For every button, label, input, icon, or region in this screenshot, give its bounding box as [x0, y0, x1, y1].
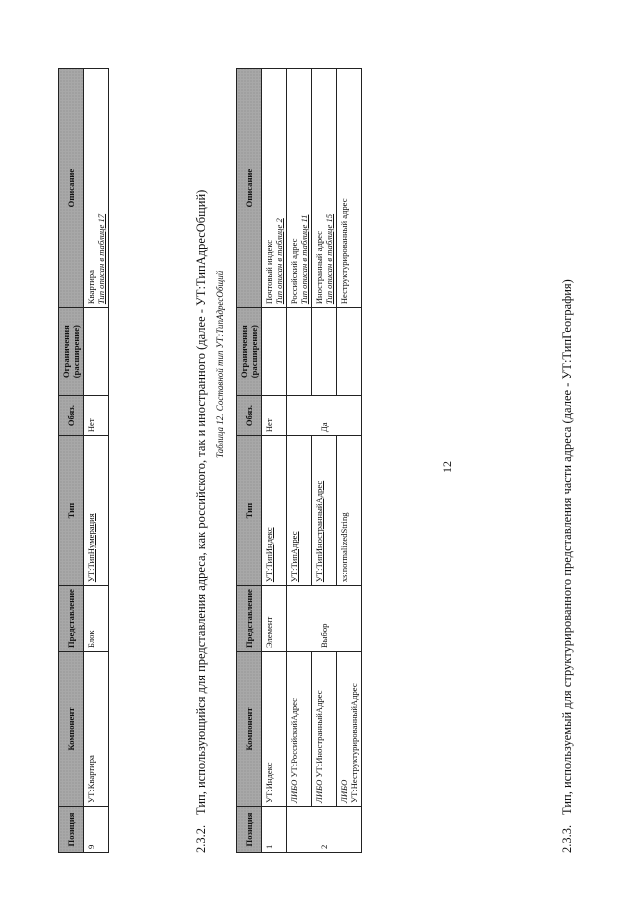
header-required: Обяз. — [59, 396, 84, 436]
cell-type — [287, 436, 312, 586]
description-text: Российский адрес — [289, 238, 299, 305]
type-link[interactable]: УТ:ТипИндекс — [264, 527, 274, 583]
header-component: Компонент — [59, 652, 84, 807]
type-link[interactable]: УТ:ТипНумерация — [86, 513, 96, 583]
description-ref-link[interactable]: Тип описан в таблице 17 — [96, 213, 106, 305]
table-row — [287, 69, 312, 853]
header-required: Обяз. — [237, 396, 262, 436]
table-header-row — [237, 69, 262, 853]
description-text: Неструктурированный адрес — [339, 198, 349, 305]
header-description: Описание — [237, 69, 262, 308]
cell-type — [262, 436, 287, 586]
cell-representation: Элемент — [262, 586, 287, 652]
type-link[interactable]: УТ:ТипИностранныйАдрес — [314, 480, 324, 583]
component-name: УТ:Индекс — [264, 762, 274, 803]
cell-description — [287, 69, 312, 308]
choice-prefix: ЛИБО — [289, 779, 299, 803]
section-title: Тип, используемый для структурированного представления части адреса (далее - УТ:ТипГеография) — [560, 279, 574, 815]
cell-type — [337, 436, 362, 586]
cell-component — [337, 652, 362, 807]
cell-description — [312, 69, 337, 308]
header-limits: Ограничения (расширение) — [59, 308, 84, 396]
component-name: УТ:НеструктурированныйАдрес — [349, 683, 359, 803]
header-type: Тип — [237, 436, 262, 586]
section-title: Тип, использующийся для представления адреса, как российского, так и иностранного (далее - УТ:ТипАдресОбщий) — [194, 189, 208, 815]
header-description: Описание — [59, 69, 84, 308]
type-name: xs:normalizedString — [339, 512, 349, 583]
cell-limits — [84, 308, 109, 396]
cell-type — [84, 436, 109, 586]
cell-component — [262, 652, 287, 807]
cell-limits — [262, 308, 287, 396]
section-heading-2-3-3 — [560, 279, 575, 853]
choice-prefix: ЛИБО — [339, 779, 349, 803]
component-name: УТ:РоссийскийАдрес — [289, 698, 299, 778]
cell-position: 1 — [262, 807, 287, 853]
description-ref-link[interactable]: Тип описан в таблице 2 — [274, 218, 284, 305]
table-caption: Таблица 12. Составной тип УТ:ТипАдресОбщий — [215, 270, 225, 458]
cell-component: УТ:Квартира — [84, 652, 109, 807]
table-row — [337, 69, 362, 853]
cell-position: 9 — [84, 807, 109, 853]
header-representation: Представление — [59, 586, 84, 652]
cell-limits — [287, 308, 312, 396]
cell-description — [337, 69, 362, 308]
description-text: Почтовый индекс — [264, 239, 274, 305]
header-position: Позиция — [59, 807, 84, 853]
cell-description — [262, 69, 287, 308]
table-continuation — [58, 68, 109, 853]
cell-component — [312, 652, 337, 807]
section-number: 2.3.2. — [194, 824, 208, 853]
header-component: Компонент — [237, 652, 262, 807]
table-row — [312, 69, 337, 853]
description-ref-link[interactable]: Тип описан в таблице 11 — [299, 214, 309, 305]
cell-component — [287, 652, 312, 807]
cell-required: Нет — [262, 396, 287, 436]
table-header-row — [59, 69, 84, 853]
cell-required: Нет — [84, 396, 109, 436]
header-position: Позиция — [237, 807, 262, 853]
page-number: 12 — [440, 461, 454, 473]
cell-limits — [337, 308, 362, 396]
section-number: 2.3.3. — [560, 824, 574, 853]
table-row — [84, 69, 109, 853]
cell-description — [84, 69, 109, 308]
table-row — [262, 69, 287, 853]
type-link[interactable]: УТ:ТипАдрес — [289, 531, 299, 583]
component-name: УТ:ИностранныйАдрес — [314, 690, 324, 778]
cell-required: Да — [287, 396, 362, 436]
cell-representation: Блок — [84, 586, 109, 652]
cell-limits — [312, 308, 337, 396]
description-text: Квартира — [86, 270, 96, 305]
header-limits: Ограничения (расширение) — [237, 308, 262, 396]
table-12 — [236, 68, 362, 853]
header-representation: Представление — [237, 586, 262, 652]
cell-representation: Выбор — [287, 586, 362, 652]
choice-prefix: ЛИБО — [314, 779, 324, 803]
cell-type — [312, 436, 337, 586]
description-ref-link[interactable]: Тип описан в таблице 15 — [324, 213, 334, 305]
description-text: Иностранный адрес — [314, 231, 324, 305]
cell-position: 2 — [287, 807, 362, 853]
section-heading-2-3-2 — [194, 190, 209, 853]
header-type: Тип — [59, 436, 84, 586]
